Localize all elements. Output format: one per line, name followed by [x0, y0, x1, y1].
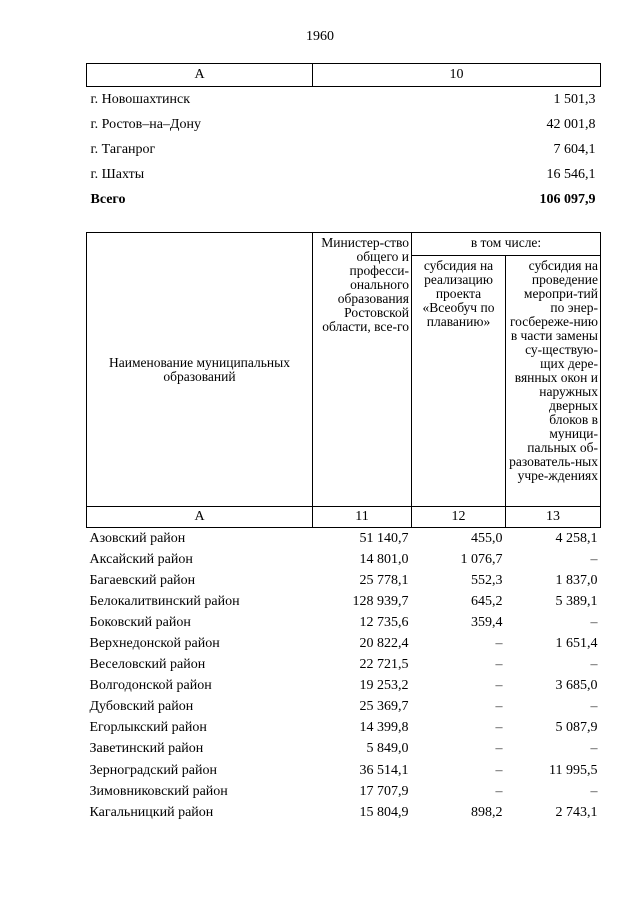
total-value: 106 097,9	[539, 191, 596, 207]
district-name: Зимовниковский район	[89, 783, 228, 799]
swimming-subsidy-header: субсидия на реализацию проекта «Всеобуч по плаванию»	[412, 256, 506, 507]
table-row	[87, 781, 601, 802]
table-row	[87, 162, 601, 187]
table-row	[87, 528, 601, 550]
energy-saving-subsidy: 1 651,4	[555, 636, 598, 652]
table-row	[87, 87, 601, 113]
table-row	[87, 633, 601, 654]
table-row	[87, 591, 601, 612]
city-value: 1 501,3	[553, 91, 596, 107]
swimming-subsidy: 1 076,7	[460, 551, 503, 567]
district-name: Багаевский район	[89, 572, 196, 588]
column-13-label: 13	[506, 507, 601, 528]
ministry-total: 25 369,7	[359, 699, 409, 715]
swimming-subsidy: –	[495, 720, 503, 736]
district-name: Егорлыкский район	[89, 720, 207, 736]
energy-saving-subsidy: –	[590, 699, 598, 715]
swimming-subsidy: 645,2	[471, 593, 503, 609]
column-a-label: А	[87, 507, 313, 528]
column-11-label: 11	[313, 507, 412, 528]
ministry-total-header: Министер-ство общего и професси-онального образования Ростовской области, все-го	[313, 233, 412, 507]
city-name: г. Шахты	[90, 166, 145, 182]
district-name: Боковский район	[89, 614, 191, 630]
swimming-subsidy: –	[495, 762, 503, 778]
swimming-subsidy: –	[495, 741, 503, 757]
swimming-subsidy: 898,2	[471, 804, 503, 820]
ministry-total: 20 822,4	[359, 636, 409, 652]
table-row	[87, 137, 601, 162]
city-value: 42 001,8	[546, 116, 596, 132]
swimming-subsidy: –	[495, 783, 503, 799]
swimming-subsidy: 455,0	[471, 530, 503, 546]
district-name: Аксайский район	[89, 551, 193, 567]
energy-saving-subsidy-header: субсидия на проведение меропри-тий по энер-госбереже-нию в части замены су-ществую-щих дере-вянных окон и наружных дверных блоков в муници-пальных об-разователь-ных учре-ждениях	[506, 256, 601, 507]
ministry-total: 22 721,5	[359, 657, 409, 673]
energy-saving-subsidy: –	[590, 783, 598, 799]
column-10-header: 10	[313, 64, 601, 87]
energy-saving-subsidy: 3 685,0	[555, 678, 598, 694]
table-row	[87, 718, 601, 739]
swimming-subsidy: –	[495, 699, 503, 715]
table-row	[87, 549, 601, 570]
city-name: г. Ростов–на–Дону	[90, 116, 201, 132]
table-row	[87, 739, 601, 760]
district-name: Дубовский район	[89, 699, 194, 715]
district-name: Кагальницкий район	[89, 804, 214, 820]
summary-table	[86, 63, 601, 212]
table-header-row	[87, 233, 601, 256]
energy-saving-subsidy: –	[590, 551, 598, 567]
swimming-subsidy: –	[495, 657, 503, 673]
swimming-subsidy: 552,3	[471, 572, 503, 588]
table-row	[87, 697, 601, 718]
ministry-total: 51 140,7	[359, 530, 409, 546]
energy-saving-subsidy: 4 258,1	[555, 530, 598, 546]
swimming-subsidy: –	[495, 636, 503, 652]
energy-saving-subsidy: –	[590, 614, 598, 630]
table-row	[87, 570, 601, 591]
energy-saving-subsidy: –	[590, 741, 598, 757]
table-row	[87, 676, 601, 697]
ministry-total: 128 939,7	[352, 593, 409, 609]
energy-saving-subsidy: 5 389,1	[555, 593, 598, 609]
energy-saving-subsidy: 2 743,1	[555, 804, 598, 820]
city-value: 7 604,1	[553, 141, 596, 157]
district-name: Волгодонской район	[89, 678, 212, 694]
district-name: Азовский район	[89, 530, 186, 546]
ministry-total: 19 253,2	[359, 678, 409, 694]
district-name: Заветинский район	[89, 741, 204, 757]
ministry-total: 12 735,6	[359, 614, 409, 630]
energy-saving-subsidy: 1 837,0	[555, 572, 598, 588]
including-header: в том числе:	[412, 233, 601, 256]
city-name: г. Таганрог	[90, 141, 156, 157]
total-row	[87, 187, 601, 212]
district-name: Веселовский район	[89, 657, 206, 673]
district-name: Верхнедонской район	[89, 636, 220, 652]
table-row	[87, 112, 601, 137]
swimming-subsidy: 359,4	[471, 614, 503, 630]
swimming-subsidy: –	[495, 678, 503, 694]
column-12-label: 12	[412, 507, 506, 528]
table-row	[87, 802, 601, 823]
city-name: г. Новошахтинск	[90, 91, 191, 107]
energy-saving-subsidy: –	[590, 657, 598, 673]
table-row	[87, 612, 601, 633]
districts-table	[86, 232, 601, 823]
ministry-total: 5 849,0	[366, 741, 409, 757]
ministry-total: 15 804,9	[359, 804, 409, 820]
ministry-total: 17 707,9	[359, 783, 409, 799]
total-label: Всего	[90, 191, 126, 207]
ministry-total: 36 514,1	[359, 762, 409, 778]
energy-saving-subsidy: 11 995,5	[549, 762, 598, 778]
ministry-total: 14 399,8	[359, 720, 409, 736]
ministry-total: 25 778,1	[359, 572, 409, 588]
city-value: 16 546,1	[546, 166, 596, 182]
district-name: Белокалитвинский район	[89, 593, 240, 609]
table-row	[87, 655, 601, 676]
page-number: 1960	[306, 29, 334, 44]
column-numbers-row	[87, 507, 601, 528]
table-header-row	[87, 64, 601, 87]
table-row	[87, 760, 601, 781]
ministry-total: 14 801,0	[359, 551, 409, 567]
energy-saving-subsidy: 5 087,9	[555, 720, 598, 736]
district-name: Зерноградский район	[89, 762, 217, 778]
column-a-header: А	[87, 64, 313, 87]
municipality-name-header: Наименование муниципальных образований	[87, 233, 313, 507]
